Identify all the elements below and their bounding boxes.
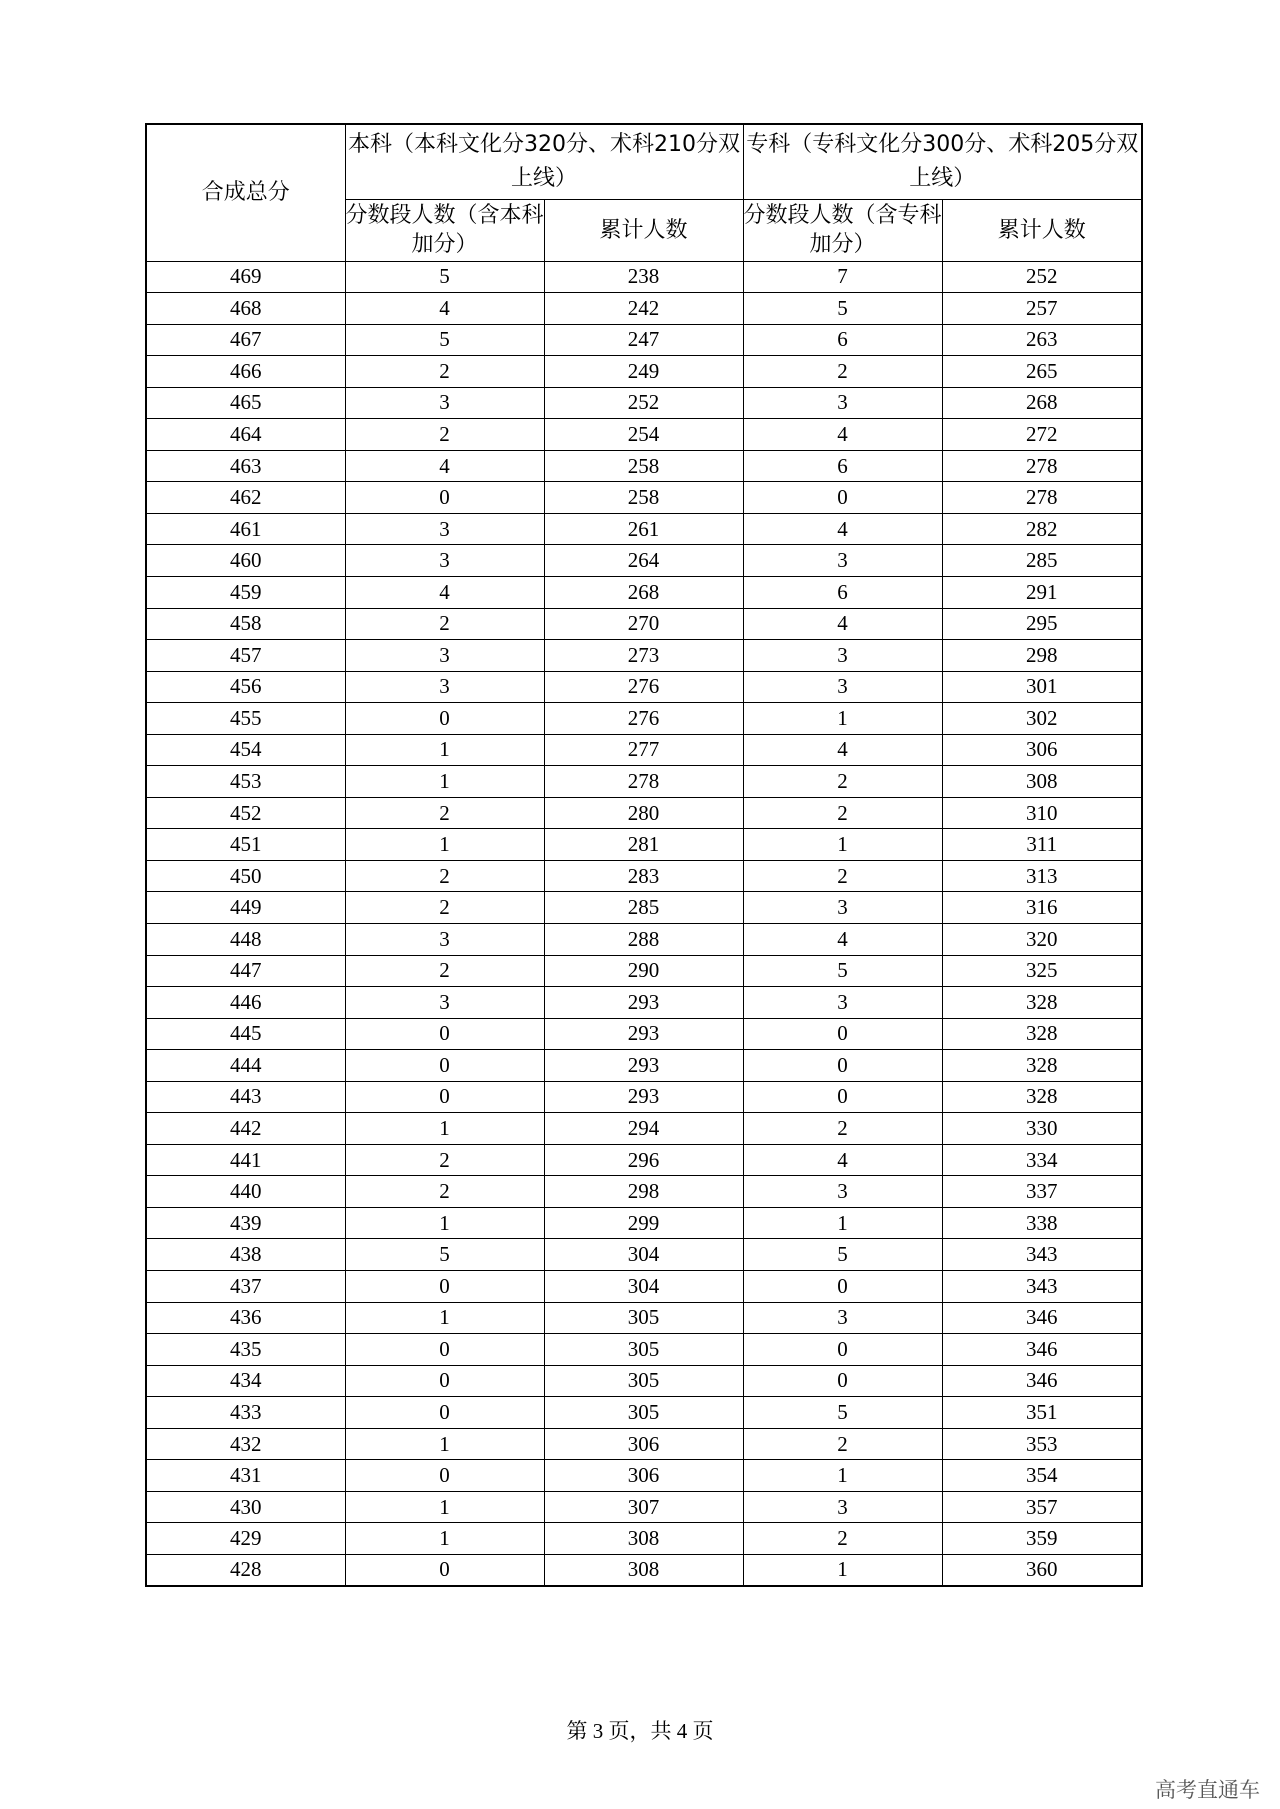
- table-row: [146, 734, 1142, 766]
- score-cell: 461: [146, 513, 345, 545]
- benke-cumulative-cell: 238: [544, 261, 743, 293]
- zhuanke-cumulative-cell: 268: [942, 387, 1142, 419]
- table-row: [146, 955, 1142, 987]
- table-row: [146, 545, 1142, 577]
- zhuanke-segment-cell: 3: [743, 1302, 942, 1334]
- benke-cumulative-cell: 290: [544, 955, 743, 987]
- benke-segment-cell: 3: [345, 545, 544, 577]
- zhuanke-segment-cell: 4: [743, 608, 942, 640]
- header-zhuanke-segment: 分数段人数（含专科加分）: [743, 199, 942, 261]
- score-cell: 433: [146, 1397, 345, 1429]
- benke-cumulative-cell: 308: [544, 1554, 743, 1586]
- watermark: 高考直通车: [1155, 1778, 1260, 1802]
- table-body: [146, 261, 1142, 1586]
- header-benke-group: 本科（本科文化分320分、术科210分双上线）: [345, 124, 743, 199]
- zhuanke-cumulative-cell: 308: [942, 766, 1142, 798]
- benke-segment-cell: 2: [345, 860, 544, 892]
- benke-segment-cell: 0: [345, 1018, 544, 1050]
- benke-cumulative-cell: 276: [544, 703, 743, 735]
- benke-segment-cell: 1: [345, 1491, 544, 1523]
- table-row: [146, 766, 1142, 798]
- zhuanke-cumulative-cell: 311: [942, 829, 1142, 861]
- benke-segment-cell: 0: [345, 1050, 544, 1082]
- benke-cumulative-cell: 242: [544, 293, 743, 325]
- benke-segment-cell: 0: [345, 1334, 544, 1366]
- zhuanke-segment-cell: 1: [743, 1460, 942, 1492]
- benke-segment-cell: 4: [345, 576, 544, 608]
- benke-segment-cell: 3: [345, 513, 544, 545]
- score-cell: 469: [146, 261, 345, 293]
- zhuanke-segment-cell: 0: [743, 482, 942, 514]
- table-row: [146, 987, 1142, 1019]
- benke-segment-cell: 4: [345, 450, 544, 482]
- benke-segment-cell: 0: [345, 1271, 544, 1303]
- zhuanke-segment-cell: 6: [743, 576, 942, 608]
- benke-cumulative-cell: 305: [544, 1302, 743, 1334]
- benke-segment-cell: 3: [345, 987, 544, 1019]
- header-zhuanke-cumulative: 累计人数: [942, 199, 1142, 261]
- zhuanke-cumulative-cell: 316: [942, 892, 1142, 924]
- benke-segment-cell: 2: [345, 955, 544, 987]
- benke-segment-cell: 5: [345, 1239, 544, 1271]
- benke-cumulative-cell: 278: [544, 766, 743, 798]
- zhuanke-cumulative-cell: 328: [942, 1018, 1142, 1050]
- zhuanke-cumulative-cell: 298: [942, 640, 1142, 672]
- benke-cumulative-cell: 254: [544, 419, 743, 451]
- benke-cumulative-cell: 293: [544, 987, 743, 1019]
- benke-cumulative-cell: 288: [544, 923, 743, 955]
- zhuanke-segment-cell: 3: [743, 640, 942, 672]
- benke-cumulative-cell: 306: [544, 1428, 743, 1460]
- zhuanke-cumulative-cell: 330: [942, 1113, 1142, 1145]
- zhuanke-cumulative-cell: 354: [942, 1460, 1142, 1492]
- benke-segment-cell: 3: [345, 671, 544, 703]
- zhuanke-cumulative-cell: 278: [942, 482, 1142, 514]
- benke-cumulative-cell: 304: [544, 1271, 743, 1303]
- zhuanke-cumulative-cell: 360: [942, 1554, 1142, 1586]
- benke-segment-cell: 1: [345, 829, 544, 861]
- score-distribution-table: [145, 123, 1143, 1587]
- benke-segment-cell: 5: [345, 324, 544, 356]
- table-row: [146, 608, 1142, 640]
- benke-segment-cell: 0: [345, 703, 544, 735]
- zhuanke-segment-cell: 0: [743, 1271, 942, 1303]
- zhuanke-cumulative-cell: 252: [942, 261, 1142, 293]
- table-row: [146, 797, 1142, 829]
- score-cell: 448: [146, 923, 345, 955]
- table-row: [146, 450, 1142, 482]
- zhuanke-cumulative-cell: 343: [942, 1239, 1142, 1271]
- zhuanke-cumulative-cell: 263: [942, 324, 1142, 356]
- table-row: [146, 1397, 1142, 1429]
- zhuanke-cumulative-cell: 359: [942, 1523, 1142, 1555]
- benke-cumulative-cell: 293: [544, 1018, 743, 1050]
- zhuanke-segment-cell: 4: [743, 419, 942, 451]
- benke-cumulative-cell: 268: [544, 576, 743, 608]
- table-row: [146, 1491, 1142, 1523]
- benke-segment-cell: 1: [345, 766, 544, 798]
- header-benke-segment: 分数段人数（含本科加分）: [345, 199, 544, 261]
- zhuanke-cumulative-cell: 306: [942, 734, 1142, 766]
- benke-segment-cell: 1: [345, 1523, 544, 1555]
- benke-segment-cell: 1: [345, 1113, 544, 1145]
- score-cell: 455: [146, 703, 345, 735]
- score-cell: 459: [146, 576, 345, 608]
- table-row: [146, 829, 1142, 861]
- score-cell: 440: [146, 1176, 345, 1208]
- benke-segment-cell: 2: [345, 797, 544, 829]
- zhuanke-segment-cell: 5: [743, 293, 942, 325]
- zhuanke-cumulative-cell: 357: [942, 1491, 1142, 1523]
- score-cell: 438: [146, 1239, 345, 1271]
- zhuanke-cumulative-cell: 257: [942, 293, 1142, 325]
- benke-cumulative-cell: 293: [544, 1050, 743, 1082]
- score-cell: 450: [146, 860, 345, 892]
- zhuanke-cumulative-cell: 328: [942, 987, 1142, 1019]
- score-cell: 463: [146, 450, 345, 482]
- table-row: [146, 1334, 1142, 1366]
- zhuanke-segment-cell: 2: [743, 766, 942, 798]
- zhuanke-segment-cell: 2: [743, 797, 942, 829]
- benke-cumulative-cell: 264: [544, 545, 743, 577]
- benke-segment-cell: 4: [345, 293, 544, 325]
- benke-segment-cell: 0: [345, 482, 544, 514]
- table-row: [146, 703, 1142, 735]
- zhuanke-segment-cell: 1: [743, 829, 942, 861]
- zhuanke-segment-cell: 0: [743, 1050, 942, 1082]
- zhuanke-cumulative-cell: 285: [942, 545, 1142, 577]
- benke-cumulative-cell: 298: [544, 1176, 743, 1208]
- score-cell: 464: [146, 419, 345, 451]
- table-row: [146, 1081, 1142, 1113]
- zhuanke-cumulative-cell: 351: [942, 1397, 1142, 1429]
- table-row: [146, 419, 1142, 451]
- benke-segment-cell: 2: [345, 419, 544, 451]
- benke-cumulative-cell: 285: [544, 892, 743, 924]
- benke-cumulative-cell: 247: [544, 324, 743, 356]
- benke-cumulative-cell: 305: [544, 1397, 743, 1429]
- zhuanke-cumulative-cell: 278: [942, 450, 1142, 482]
- zhuanke-segment-cell: 5: [743, 955, 942, 987]
- table-row: [146, 1460, 1142, 1492]
- zhuanke-segment-cell: 1: [743, 703, 942, 735]
- zhuanke-segment-cell: 1: [743, 1554, 942, 1586]
- zhuanke-segment-cell: 4: [743, 734, 942, 766]
- score-cell: 444: [146, 1050, 345, 1082]
- benke-cumulative-cell: 258: [544, 482, 743, 514]
- table-row: [146, 1018, 1142, 1050]
- score-cell: 466: [146, 356, 345, 388]
- zhuanke-cumulative-cell: 328: [942, 1050, 1142, 1082]
- zhuanke-cumulative-cell: 272: [942, 419, 1142, 451]
- header-benke-cumulative: 累计人数: [544, 199, 743, 261]
- table-row: [146, 1365, 1142, 1397]
- score-cell: 435: [146, 1334, 345, 1366]
- score-cell: 460: [146, 545, 345, 577]
- table-row: [146, 576, 1142, 608]
- table-row: [146, 860, 1142, 892]
- benke-cumulative-cell: 261: [544, 513, 743, 545]
- score-cell: 437: [146, 1271, 345, 1303]
- zhuanke-segment-cell: 4: [743, 1144, 942, 1176]
- zhuanke-segment-cell: 0: [743, 1365, 942, 1397]
- benke-cumulative-cell: 307: [544, 1491, 743, 1523]
- zhuanke-segment-cell: 5: [743, 1397, 942, 1429]
- zhuanke-cumulative-cell: 313: [942, 860, 1142, 892]
- zhuanke-segment-cell: 7: [743, 261, 942, 293]
- zhuanke-cumulative-cell: 328: [942, 1081, 1142, 1113]
- zhuanke-segment-cell: 3: [743, 987, 942, 1019]
- zhuanke-cumulative-cell: 346: [942, 1302, 1142, 1334]
- benke-segment-cell: 1: [345, 1428, 544, 1460]
- benke-cumulative-cell: 277: [544, 734, 743, 766]
- score-cell: 449: [146, 892, 345, 924]
- benke-cumulative-cell: 258: [544, 450, 743, 482]
- table-row: [146, 513, 1142, 545]
- table-row: [146, 261, 1142, 293]
- benke-cumulative-cell: 305: [544, 1334, 743, 1366]
- benke-segment-cell: 2: [345, 608, 544, 640]
- score-cell: 430: [146, 1491, 345, 1523]
- score-cell: 467: [146, 324, 345, 356]
- table-row: [146, 387, 1142, 419]
- table-row: [146, 1271, 1142, 1303]
- benke-segment-cell: 2: [345, 892, 544, 924]
- score-cell: 442: [146, 1113, 345, 1145]
- table-row: [146, 1207, 1142, 1239]
- table-row: [146, 1428, 1142, 1460]
- benke-segment-cell: 1: [345, 1302, 544, 1334]
- table-row: [146, 1144, 1142, 1176]
- benke-cumulative-cell: 305: [544, 1365, 743, 1397]
- benke-segment-cell: 0: [345, 1081, 544, 1113]
- page-number: 第 3 页，共 4 页: [566, 1719, 714, 1743]
- zhuanke-cumulative-cell: 310: [942, 797, 1142, 829]
- zhuanke-cumulative-cell: 353: [942, 1428, 1142, 1460]
- benke-cumulative-cell: 281: [544, 829, 743, 861]
- benke-segment-cell: 5: [345, 261, 544, 293]
- header-total-score: 合成总分: [146, 124, 345, 261]
- benke-segment-cell: 2: [345, 1176, 544, 1208]
- score-cell: 441: [146, 1144, 345, 1176]
- zhuanke-cumulative-cell: 302: [942, 703, 1142, 735]
- benke-cumulative-cell: 304: [544, 1239, 743, 1271]
- table-row: [146, 1050, 1142, 1082]
- score-cell: 468: [146, 293, 345, 325]
- zhuanke-segment-cell: 2: [743, 356, 942, 388]
- score-cell: 445: [146, 1018, 345, 1050]
- benke-segment-cell: 2: [345, 1144, 544, 1176]
- zhuanke-segment-cell: 2: [743, 860, 942, 892]
- benke-segment-cell: 0: [345, 1365, 544, 1397]
- zhuanke-cumulative-cell: 346: [942, 1365, 1142, 1397]
- table-row: [146, 293, 1142, 325]
- zhuanke-segment-cell: 0: [743, 1081, 942, 1113]
- zhuanke-cumulative-cell: 346: [942, 1334, 1142, 1366]
- table-row: [146, 1176, 1142, 1208]
- table-row: [146, 1239, 1142, 1271]
- score-cell: 465: [146, 387, 345, 419]
- score-cell: 451: [146, 829, 345, 861]
- zhuanke-cumulative-cell: 295: [942, 608, 1142, 640]
- table-row: [146, 640, 1142, 672]
- benke-cumulative-cell: 306: [544, 1460, 743, 1492]
- benke-segment-cell: 3: [345, 640, 544, 672]
- zhuanke-segment-cell: 3: [743, 387, 942, 419]
- zhuanke-segment-cell: 5: [743, 1239, 942, 1271]
- benke-segment-cell: 0: [345, 1554, 544, 1586]
- benke-segment-cell: 2: [345, 356, 544, 388]
- benke-segment-cell: 0: [345, 1397, 544, 1429]
- zhuanke-segment-cell: 3: [743, 545, 942, 577]
- score-cell: 453: [146, 766, 345, 798]
- table-row: [146, 923, 1142, 955]
- benke-cumulative-cell: 252: [544, 387, 743, 419]
- benke-segment-cell: 1: [345, 734, 544, 766]
- table-row: [146, 356, 1142, 388]
- score-cell: 429: [146, 1523, 345, 1555]
- benke-cumulative-cell: 293: [544, 1081, 743, 1113]
- zhuanke-cumulative-cell: 291: [942, 576, 1142, 608]
- benke-cumulative-cell: 280: [544, 797, 743, 829]
- benke-cumulative-cell: 294: [544, 1113, 743, 1145]
- score-cell: 454: [146, 734, 345, 766]
- zhuanke-cumulative-cell: 265: [942, 356, 1142, 388]
- benke-segment-cell: 3: [345, 923, 544, 955]
- score-cell: 431: [146, 1460, 345, 1492]
- zhuanke-cumulative-cell: 343: [942, 1271, 1142, 1303]
- score-cell: 434: [146, 1365, 345, 1397]
- zhuanke-cumulative-cell: 338: [942, 1207, 1142, 1239]
- benke-segment-cell: 1: [345, 1207, 544, 1239]
- zhuanke-cumulative-cell: 334: [942, 1144, 1142, 1176]
- benke-segment-cell: 3: [345, 387, 544, 419]
- benke-cumulative-cell: 308: [544, 1523, 743, 1555]
- zhuanke-segment-cell: 2: [743, 1523, 942, 1555]
- table-row: [146, 1554, 1142, 1586]
- table-row: [146, 892, 1142, 924]
- benke-segment-cell: 0: [345, 1460, 544, 1492]
- table-row: [146, 324, 1142, 356]
- zhuanke-segment-cell: 3: [743, 671, 942, 703]
- table-row: [146, 1302, 1142, 1334]
- zhuanke-segment-cell: 3: [743, 892, 942, 924]
- benke-cumulative-cell: 276: [544, 671, 743, 703]
- benke-cumulative-cell: 249: [544, 356, 743, 388]
- zhuanke-cumulative-cell: 301: [942, 671, 1142, 703]
- header-zhuanke-group: 专科（专科文化分300分、术科205分双上线）: [743, 124, 1142, 199]
- zhuanke-segment-cell: 0: [743, 1018, 942, 1050]
- zhuanke-segment-cell: 3: [743, 1176, 942, 1208]
- zhuanke-cumulative-cell: 282: [942, 513, 1142, 545]
- score-cell: 428: [146, 1554, 345, 1586]
- zhuanke-cumulative-cell: 325: [942, 955, 1142, 987]
- zhuanke-cumulative-cell: 320: [942, 923, 1142, 955]
- table-row: [146, 482, 1142, 514]
- zhuanke-segment-cell: 4: [743, 923, 942, 955]
- table-row: [146, 1113, 1142, 1145]
- zhuanke-segment-cell: 1: [743, 1207, 942, 1239]
- score-cell: 439: [146, 1207, 345, 1239]
- benke-cumulative-cell: 299: [544, 1207, 743, 1239]
- table-row: [146, 1523, 1142, 1555]
- score-cell: 462: [146, 482, 345, 514]
- score-cell: 447: [146, 955, 345, 987]
- benke-cumulative-cell: 270: [544, 608, 743, 640]
- score-cell: 457: [146, 640, 345, 672]
- score-cell: 446: [146, 987, 345, 1019]
- benke-cumulative-cell: 296: [544, 1144, 743, 1176]
- zhuanke-segment-cell: 3: [743, 1491, 942, 1523]
- score-cell: 452: [146, 797, 345, 829]
- score-cell: 443: [146, 1081, 345, 1113]
- benke-cumulative-cell: 283: [544, 860, 743, 892]
- score-cell: 458: [146, 608, 345, 640]
- zhuanke-segment-cell: 6: [743, 324, 942, 356]
- table-row: [146, 671, 1142, 703]
- score-cell: 456: [146, 671, 345, 703]
- zhuanke-segment-cell: 6: [743, 450, 942, 482]
- benke-cumulative-cell: 273: [544, 640, 743, 672]
- zhuanke-cumulative-cell: 337: [942, 1176, 1142, 1208]
- score-cell: 432: [146, 1428, 345, 1460]
- zhuanke-segment-cell: 0: [743, 1334, 942, 1366]
- zhuanke-segment-cell: 2: [743, 1113, 942, 1145]
- score-cell: 436: [146, 1302, 345, 1334]
- zhuanke-segment-cell: 2: [743, 1428, 942, 1460]
- zhuanke-segment-cell: 4: [743, 513, 942, 545]
